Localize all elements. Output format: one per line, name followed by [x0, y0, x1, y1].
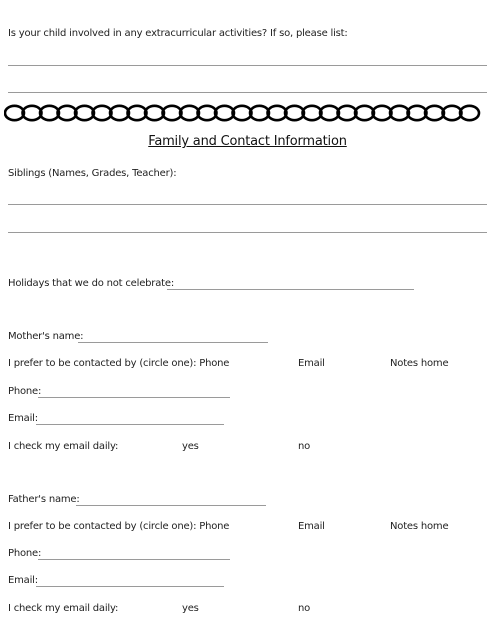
- chain-link: [373, 106, 392, 120]
- mother-option-no[interactable]: no: [298, 441, 311, 452]
- siblings-answer-line-1[interactable]: [8, 204, 487, 205]
- father-name-line[interactable]: [76, 505, 266, 506]
- chain-link: [23, 106, 42, 120]
- father-email-line[interactable]: [36, 586, 224, 587]
- mother-option-notes-home[interactable]: Notes home: [390, 358, 449, 369]
- chain-link: [58, 106, 77, 120]
- chain-link: [75, 106, 94, 120]
- mother-email-label: Email:: [8, 413, 38, 424]
- extracurricular-answer-line-1[interactable]: [8, 65, 487, 66]
- father-phone-line[interactable]: [38, 559, 230, 560]
- siblings-answer-line-2[interactable]: [8, 232, 487, 233]
- chain-link: [198, 106, 217, 120]
- chain-link: [93, 106, 112, 120]
- chain-link: [320, 106, 339, 120]
- chain-link: [233, 106, 252, 120]
- chain-link: [285, 106, 304, 120]
- mother-contact-pref-label: I prefer to be contacted by (circle one): Phone: [8, 358, 230, 369]
- father-email-label: Email:: [8, 575, 38, 586]
- chain-link: [40, 106, 59, 120]
- chain-link: [163, 106, 182, 120]
- chain-border-divider: [4, 101, 491, 125]
- father-phone-label: Phone:: [8, 548, 42, 559]
- chain-link: [460, 106, 479, 120]
- mother-option-yes[interactable]: yes: [182, 441, 199, 452]
- chain-link: [215, 106, 234, 120]
- father-name-label: Father's name:: [8, 494, 80, 505]
- father-option-yes[interactable]: yes: [182, 603, 199, 614]
- chain-link: [355, 106, 374, 120]
- father-option-no[interactable]: no: [298, 603, 311, 614]
- father-contact-pref-label: I prefer to be contacted by (circle one): Phone: [8, 521, 230, 532]
- chain-link: [145, 106, 164, 120]
- siblings-label: Siblings (Names, Grades, Teacher):: [8, 168, 177, 179]
- mother-name-label: Mother's name:: [8, 331, 84, 342]
- chain-link: [338, 106, 357, 120]
- chain-link: [250, 106, 269, 120]
- father-option-email[interactable]: Email: [298, 521, 325, 532]
- mother-phone-label: Phone:: [8, 386, 42, 397]
- chain-link: [390, 106, 409, 120]
- mother-name-line[interactable]: [78, 342, 268, 343]
- chain-link: [303, 106, 322, 120]
- chain-link: [425, 106, 444, 120]
- holidays-label: Holidays that we do not celebrate:: [8, 278, 174, 289]
- chain-link: [5, 106, 24, 120]
- mother-phone-line[interactable]: [38, 397, 230, 398]
- chain-link: [443, 106, 462, 120]
- father-check-email-label: I check my email daily:: [8, 603, 119, 614]
- father-option-notes-home[interactable]: Notes home: [390, 521, 449, 532]
- chain-link: [408, 106, 427, 120]
- mother-check-email-label: I check my email daily:: [8, 441, 119, 452]
- extracurricular-question: Is your child involved in any extracurricular activities? If so, please list:: [8, 28, 348, 39]
- chain-link: [180, 106, 199, 120]
- section-title: Family and Contact Information: [148, 134, 347, 149]
- chain-link: [110, 106, 129, 120]
- mother-option-email[interactable]: Email: [298, 358, 325, 369]
- chain-link: [128, 106, 147, 120]
- holidays-answer-line[interactable]: [167, 289, 414, 290]
- mother-email-line[interactable]: [36, 424, 224, 425]
- chain-link: [268, 106, 287, 120]
- extracurricular-answer-line-2[interactable]: [8, 92, 487, 93]
